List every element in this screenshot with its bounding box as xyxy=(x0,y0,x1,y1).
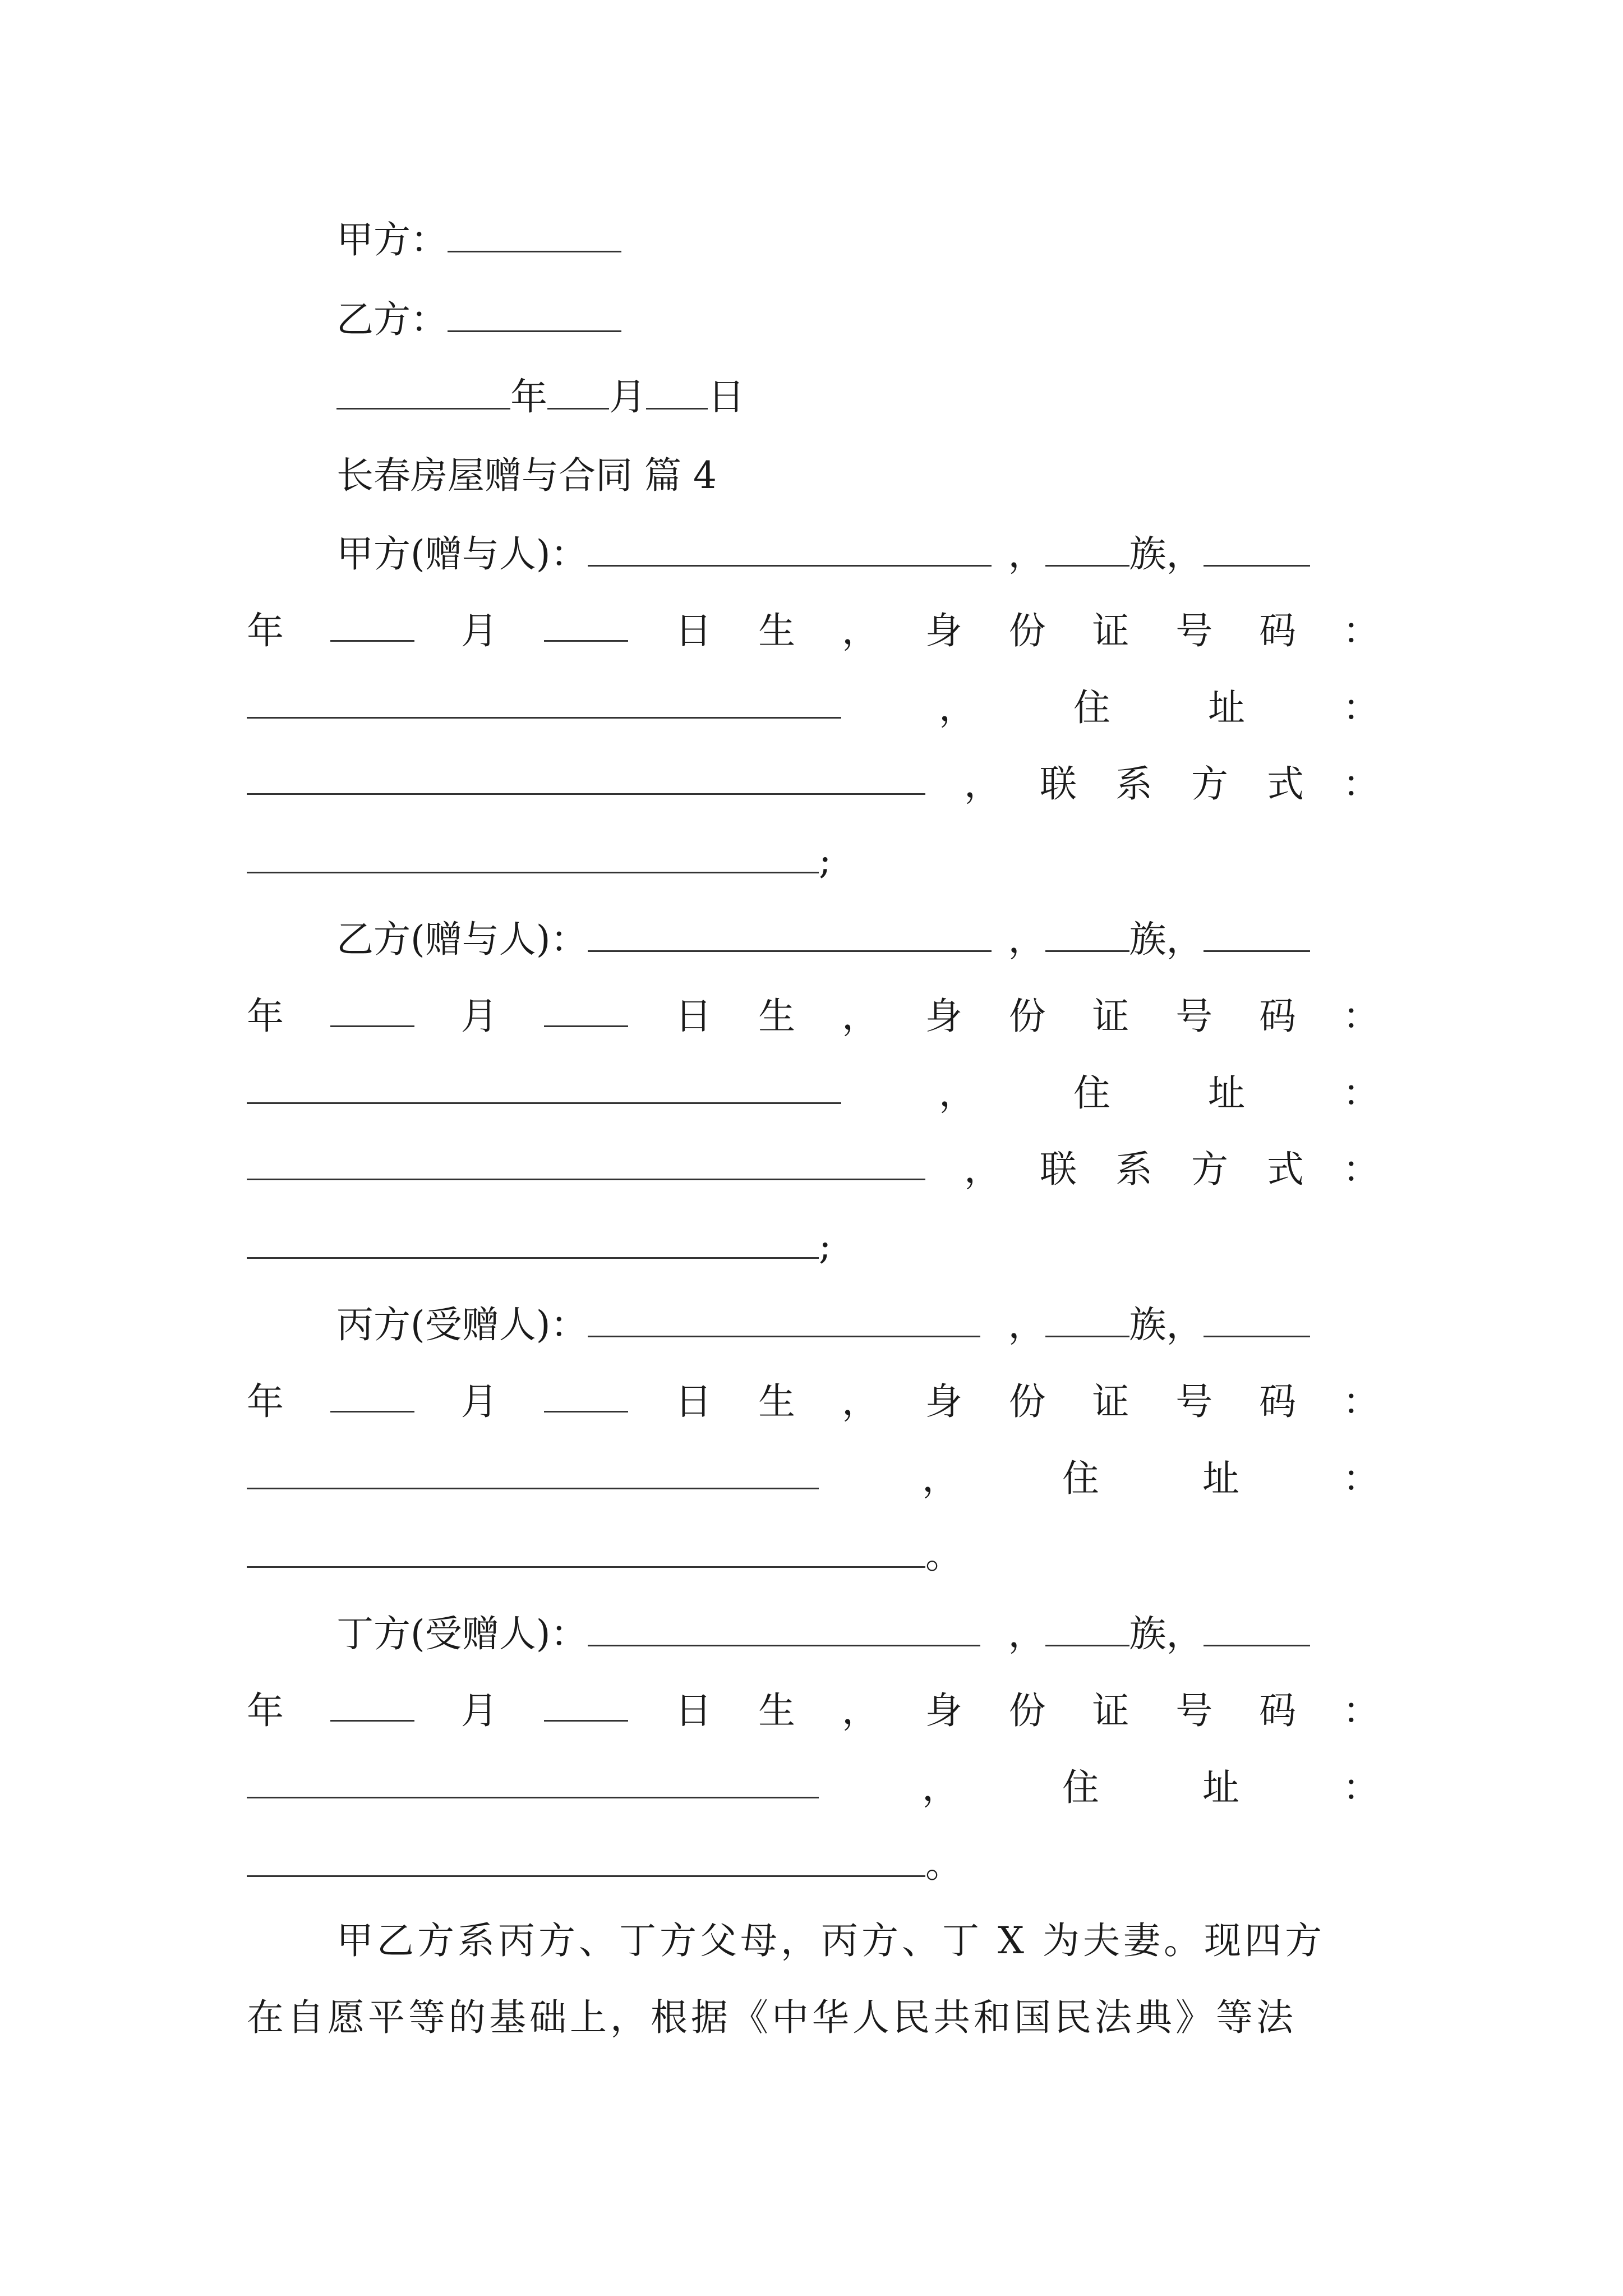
id-char: 号 xyxy=(1175,1689,1213,1732)
day-label: 日 xyxy=(675,609,712,652)
address-char: 址 xyxy=(1208,1071,1245,1115)
year-label: 年 xyxy=(247,609,284,652)
address-char: 址 xyxy=(1202,1457,1239,1500)
date-year-label: 年 xyxy=(510,375,547,418)
header-party-b-blank[interactable] xyxy=(448,299,621,332)
party-b-day-blank[interactable] xyxy=(544,994,628,1027)
body-paragraph-line2: 在自愿平等的基础上，根据《中华人民共和国民法典》等法 xyxy=(247,1996,1297,2039)
day-label: 日 xyxy=(675,1380,712,1423)
comma: ， xyxy=(1008,1612,1045,1655)
born-label: 生 xyxy=(758,995,796,1038)
id-char: 号 xyxy=(1175,1380,1213,1423)
ethnicity-label: 族， xyxy=(1129,532,1204,576)
id-char: 证 xyxy=(1092,995,1129,1038)
period: 。 xyxy=(925,1843,962,1886)
contact-char: 式 xyxy=(1267,762,1304,806)
party-c-day-blank[interactable] xyxy=(544,1379,628,1412)
comma: ， xyxy=(939,686,976,729)
party-b-name-blank[interactable] xyxy=(588,919,992,952)
id-char: 号 xyxy=(1175,609,1213,652)
party-b-line3 xyxy=(247,1071,1380,1116)
header-party-a-blank[interactable] xyxy=(448,219,621,252)
contact-char: 联 xyxy=(1040,1148,1077,1191)
party-a-line3 xyxy=(247,685,1380,730)
contact-char: 方 xyxy=(1191,762,1228,806)
address-char: 址 xyxy=(1208,686,1245,729)
id-char: 证 xyxy=(1092,1689,1129,1732)
colon: ： xyxy=(1342,1689,1380,1732)
party-d-year-blank-end[interactable] xyxy=(1204,1613,1310,1646)
comma: ， xyxy=(1008,918,1045,961)
party-d-line3 xyxy=(247,1765,1380,1810)
party-a-month-blank[interactable] xyxy=(330,609,414,642)
party-a-label: 甲方(赠与人)： xyxy=(336,532,588,576)
id-char: 份 xyxy=(1008,609,1046,652)
colon: ： xyxy=(1343,1766,1380,1809)
body-paragraph-line1: 甲乙方系丙方、丁方父母，丙方、丁 X 为夫妻。现四方 xyxy=(336,1919,1325,1962)
party-b-id-blank[interactable] xyxy=(247,1071,841,1104)
header-party-a-label: 甲方： xyxy=(336,218,448,261)
address-char: 住 xyxy=(1073,1071,1110,1115)
id-char: 证 xyxy=(1092,1380,1129,1423)
party-a-line1 xyxy=(336,532,1310,577)
comma: ， xyxy=(922,1457,959,1500)
comma: ， xyxy=(922,1766,959,1809)
comma: ， xyxy=(939,1071,976,1115)
party-d-address-blank[interactable] xyxy=(247,1844,925,1877)
party-a-line5 xyxy=(247,839,831,884)
comma: ， xyxy=(964,762,1001,806)
colon: ： xyxy=(1342,1380,1380,1423)
party-b-label: 乙方(赠与人)： xyxy=(336,918,588,961)
year-label: 年 xyxy=(247,1689,284,1732)
id-char: 身 xyxy=(925,1380,962,1423)
ethnicity-label: 族， xyxy=(1129,1612,1204,1655)
party-b-address-blank[interactable] xyxy=(247,1147,925,1180)
party-b-line1 xyxy=(336,917,1310,962)
party-d-day-blank[interactable] xyxy=(544,1688,628,1722)
born-label: 生 xyxy=(758,1380,796,1423)
id-char: 码 xyxy=(1259,995,1297,1038)
party-d-line2 xyxy=(247,1688,1380,1733)
party-d-id-blank[interactable] xyxy=(247,1765,819,1798)
party-a-contact-blank[interactable] xyxy=(247,840,819,873)
id-char: 身 xyxy=(925,995,962,1038)
party-c-id-blank[interactable] xyxy=(247,1456,819,1489)
party-c-line3 xyxy=(247,1456,1380,1501)
year-label: 年 xyxy=(247,995,284,1038)
header-party-b-label: 乙方： xyxy=(336,298,448,341)
party-c-line2 xyxy=(247,1379,1380,1424)
address-char: 住 xyxy=(1073,686,1110,729)
party-a-name-blank[interactable] xyxy=(588,533,992,567)
semicolon: ; xyxy=(819,1225,832,1268)
party-d-label: 丁方(受赠人)： xyxy=(336,1612,588,1655)
comma: ， xyxy=(1008,532,1045,576)
born-label: 生 xyxy=(758,609,796,652)
date-month-label: 月 xyxy=(609,375,646,418)
party-a-day-blank[interactable] xyxy=(544,609,628,642)
colon: ： xyxy=(1343,686,1380,729)
colon: ： xyxy=(1343,1071,1380,1115)
party-d-line1 xyxy=(336,1612,1310,1657)
comma: ， xyxy=(841,609,879,652)
party-c-line1 xyxy=(336,1303,1310,1347)
ethnicity-label: 族， xyxy=(1129,1303,1204,1346)
month-label: 月 xyxy=(460,995,498,1038)
id-char: 份 xyxy=(1008,995,1046,1038)
id-char: 身 xyxy=(925,1689,962,1732)
semicolon: ; xyxy=(819,839,832,882)
date-day-blank[interactable] xyxy=(646,376,708,409)
header-party-a xyxy=(336,218,621,263)
date-line xyxy=(336,375,745,420)
month-label: 月 xyxy=(460,1380,498,1423)
contact-char: 方 xyxy=(1191,1148,1228,1191)
date-month-blank[interactable] xyxy=(547,376,609,409)
date-year-blank[interactable] xyxy=(336,376,510,409)
contact-char: 系 xyxy=(1115,762,1152,806)
colon: ： xyxy=(1342,609,1380,652)
party-c-year-blank-end[interactable] xyxy=(1204,1304,1310,1337)
party-b-line2 xyxy=(247,994,1380,1039)
comma: ， xyxy=(1008,1303,1045,1346)
party-b-line4 xyxy=(247,1147,1380,1192)
party-c-label: 丙方(受赠人)： xyxy=(336,1303,588,1346)
comma: ， xyxy=(841,1689,879,1732)
id-char: 证 xyxy=(1092,609,1129,652)
party-a-ethnicity-blank[interactable] xyxy=(1045,533,1129,567)
period: 。 xyxy=(925,1534,962,1577)
ethnicity-label: 族， xyxy=(1129,918,1204,961)
id-char: 码 xyxy=(1259,1689,1297,1732)
party-b-contact-blank[interactable] xyxy=(247,1226,819,1259)
party-b-month-blank[interactable] xyxy=(330,994,414,1027)
party-a-line2 xyxy=(247,609,1380,654)
address-char: 住 xyxy=(1062,1766,1099,1809)
contact-char: 式 xyxy=(1267,1148,1304,1191)
comma: ， xyxy=(964,1148,1001,1191)
id-char: 码 xyxy=(1259,1380,1297,1423)
month-label: 月 xyxy=(460,1689,498,1732)
party-d-line4 xyxy=(247,1842,962,1887)
id-char: 码 xyxy=(1259,609,1297,652)
date-day-label: 日 xyxy=(708,375,745,418)
party-a-address-blank[interactable] xyxy=(247,762,925,795)
party-a-id-blank[interactable] xyxy=(247,685,841,719)
party-a-line4 xyxy=(247,762,1380,807)
contact-char: 系 xyxy=(1115,1148,1152,1191)
party-c-line4 xyxy=(247,1533,962,1578)
section-title: 长春房屋赠与合同 篇 4 xyxy=(336,454,717,497)
colon: ： xyxy=(1343,1457,1380,1500)
party-d-month-blank[interactable] xyxy=(330,1688,414,1722)
party-b-line5 xyxy=(247,1224,831,1269)
contact-char: 联 xyxy=(1040,762,1077,806)
party-b-ethnicity-blank[interactable] xyxy=(1045,919,1129,952)
id-char: 身 xyxy=(925,609,962,652)
id-char: 份 xyxy=(1008,1689,1046,1732)
comma: ， xyxy=(841,995,879,1038)
colon: ： xyxy=(1342,995,1380,1038)
id-char: 份 xyxy=(1008,1380,1046,1423)
party-d-ethnicity-blank[interactable] xyxy=(1045,1613,1129,1646)
month-label: 月 xyxy=(460,609,498,652)
day-label: 日 xyxy=(675,995,712,1038)
colon: ： xyxy=(1343,762,1380,806)
party-a-year-blank-end[interactable] xyxy=(1204,533,1310,567)
address-char: 住 xyxy=(1062,1457,1099,1500)
party-c-month-blank[interactable] xyxy=(330,1379,414,1412)
id-char: 号 xyxy=(1175,995,1213,1038)
year-label: 年 xyxy=(247,1380,284,1423)
header-party-b xyxy=(336,297,621,342)
day-label: 日 xyxy=(675,1689,712,1732)
party-c-name-blank[interactable] xyxy=(588,1304,980,1337)
address-char: 址 xyxy=(1202,1766,1239,1809)
born-label: 生 xyxy=(758,1689,796,1732)
party-d-name-blank[interactable] xyxy=(588,1613,980,1646)
colon: ： xyxy=(1343,1148,1380,1191)
party-c-address-blank[interactable] xyxy=(247,1535,925,1568)
party-b-year-blank-end[interactable] xyxy=(1204,919,1310,952)
comma: ， xyxy=(841,1380,879,1423)
party-c-ethnicity-blank[interactable] xyxy=(1045,1304,1129,1337)
